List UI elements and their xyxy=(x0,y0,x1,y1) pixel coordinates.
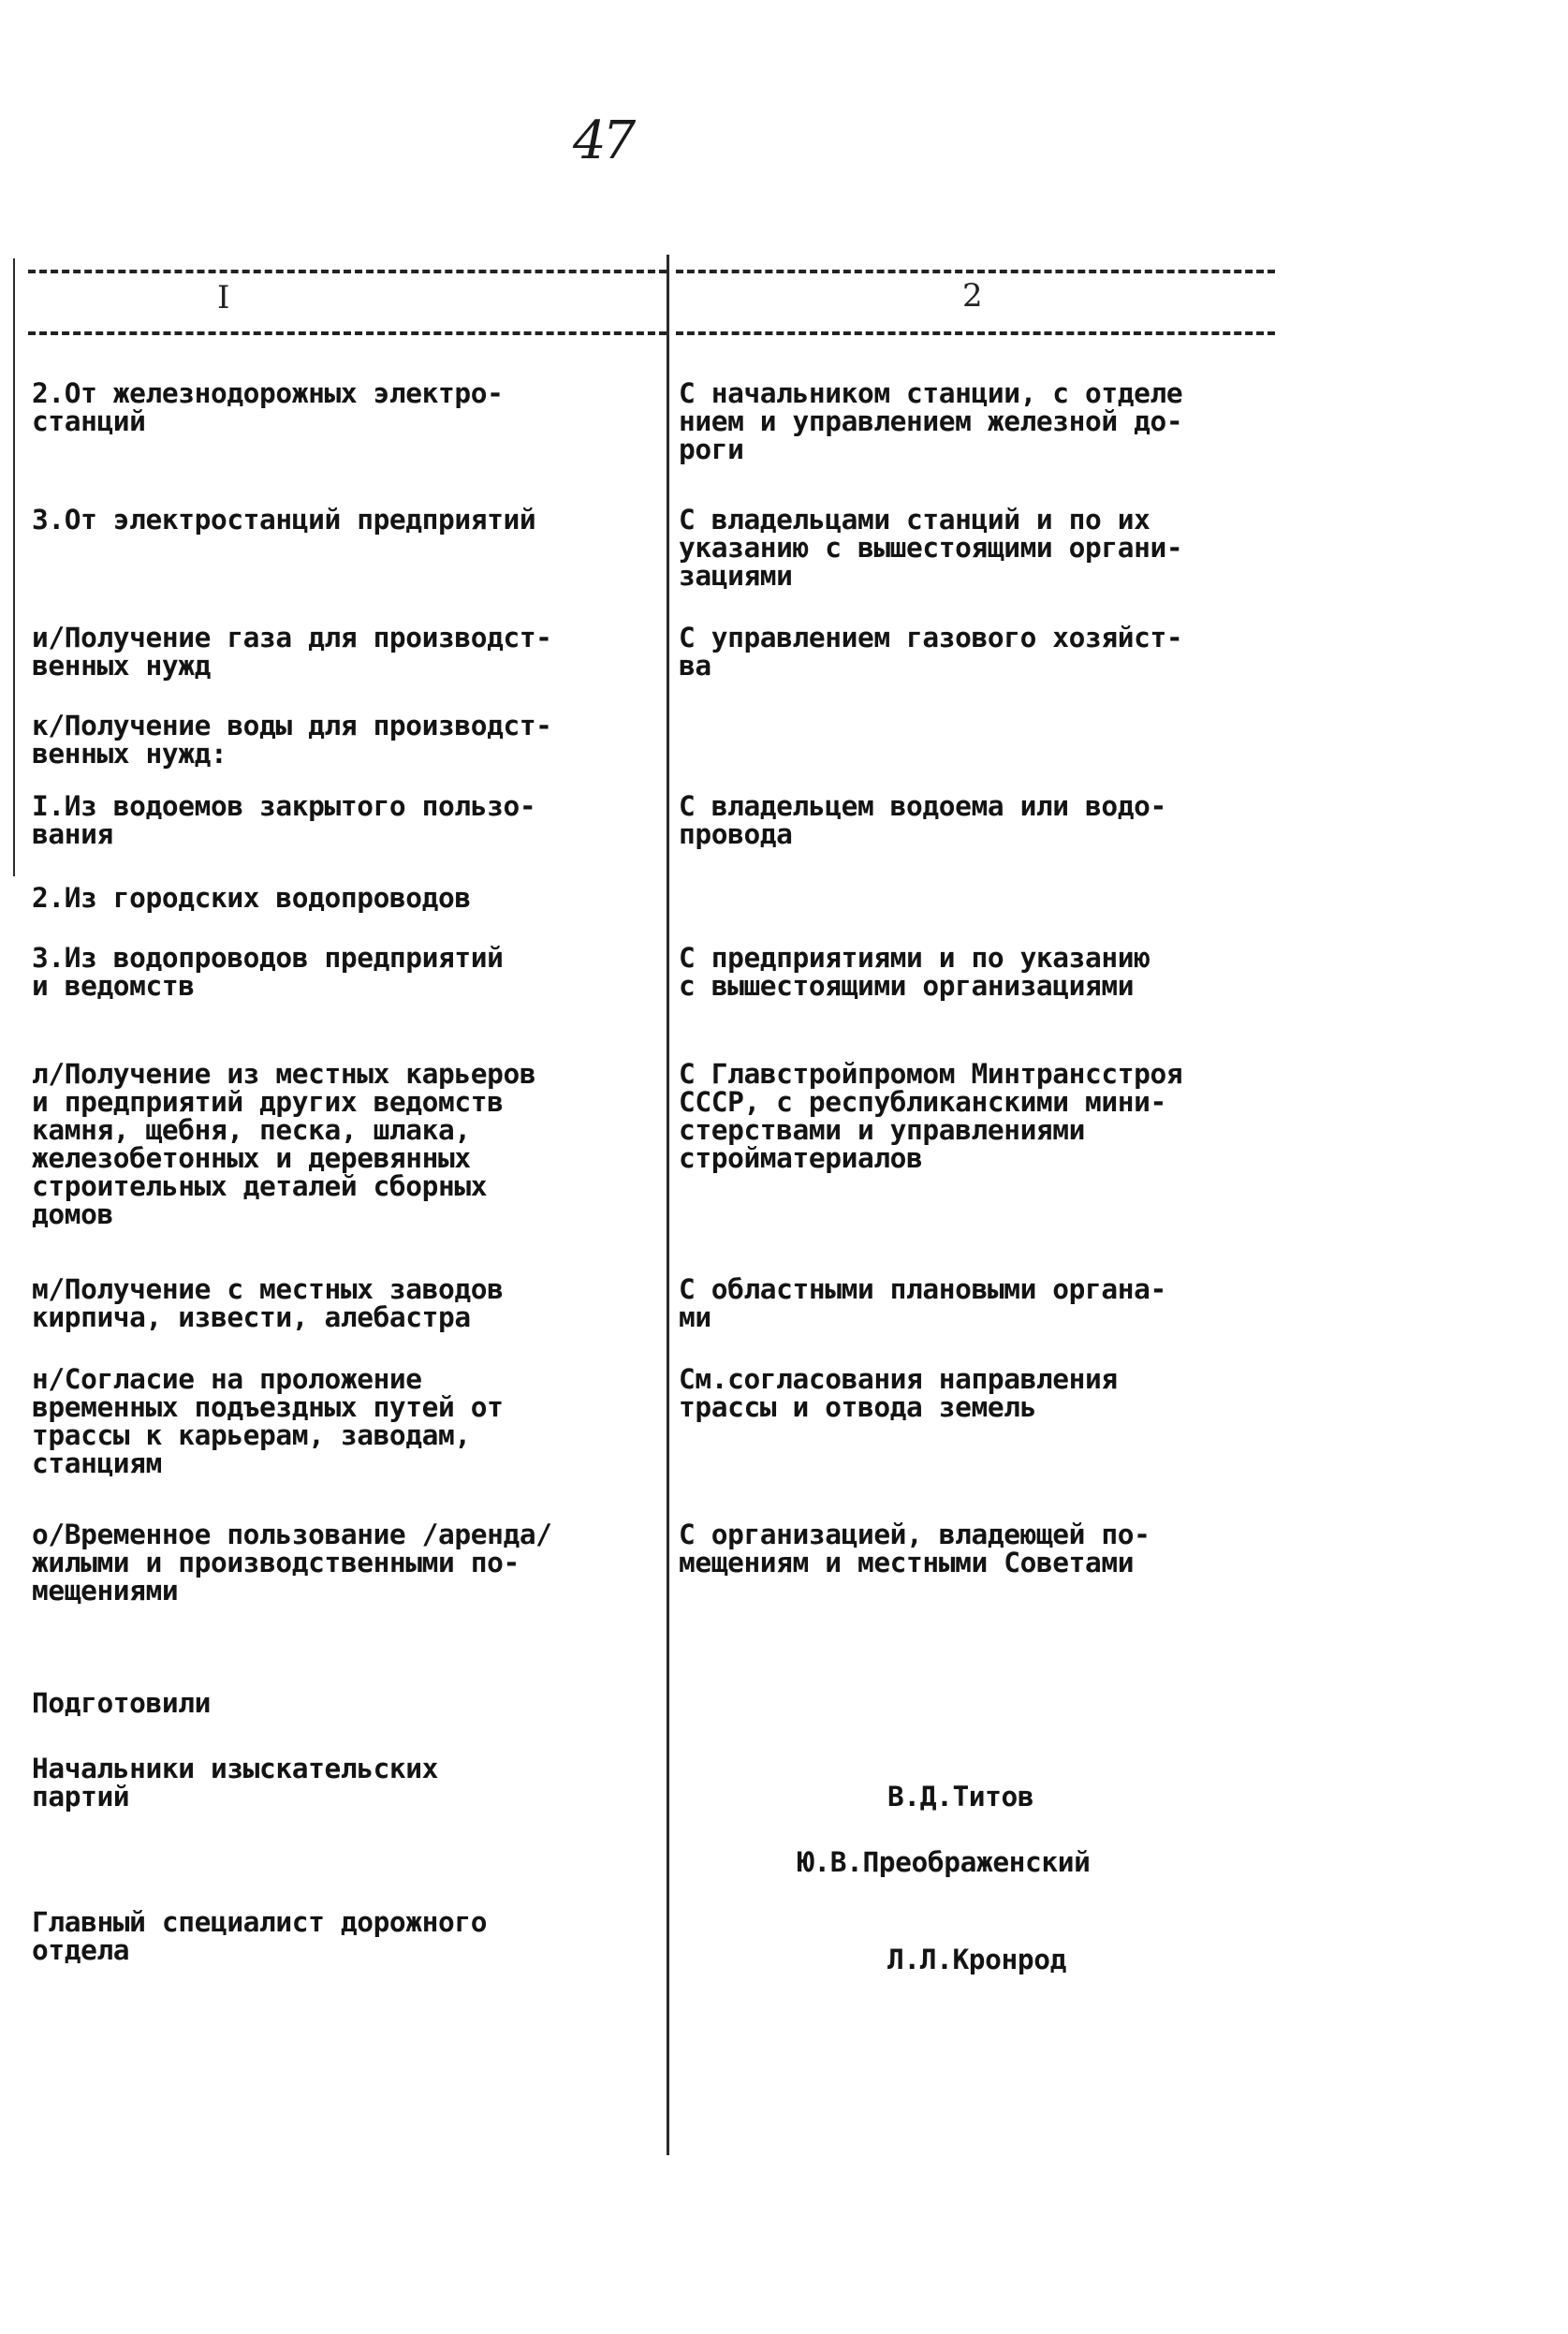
page-number: 47 xyxy=(573,110,633,171)
row-8-coordination: С Главстройпромом Минтрансстроя СССР, с республиканскими мини- стерствами и управлениями стройматериалов xyxy=(679,1058,1183,1174)
left-margin-line xyxy=(13,258,15,876)
row-5-coordination: С владельцем водоема или водо- провода xyxy=(679,790,1166,850)
table-top-rule-right xyxy=(676,270,1275,273)
row-7-coordination: С предприятиями и по указанию с вышестоящими организациями xyxy=(679,942,1150,1002)
chief-specialist-label: Главный специалист дорожного отдела xyxy=(32,1906,488,1966)
row-2-item: 3.От электростанций предприятий xyxy=(32,504,536,536)
table-top-rule xyxy=(28,270,667,273)
row-1-coordination: С начальником станции, с отделе нием и управлением железной до- роги xyxy=(679,377,1183,465)
row-10-item: н/Согласие на проложение временных подъездных путей от трассы к карьерам, заводам, станциям xyxy=(32,1363,504,1479)
column-divider xyxy=(667,255,669,2155)
column-1-number: I xyxy=(217,279,230,316)
row-4-item: к/Получение воды для производст- венных нужд: xyxy=(32,710,552,770)
table-header-rule xyxy=(28,331,667,335)
row-11-coordination: С организацией, владеющей по- мещениям и местными Советами xyxy=(679,1519,1150,1578)
row-7-item: 3.Из водопроводов предприятий и ведомств xyxy=(32,942,504,1002)
signatory-3: Л.Л.Кронрод xyxy=(887,1944,1066,1975)
table-header-rule-right xyxy=(676,331,1275,335)
row-3-item: и/Получение газа для производст- венных нужд xyxy=(32,622,552,682)
row-5-item: I.Из водоемов закрытого пользо- вания xyxy=(32,790,536,850)
row-2-coordination: С владельцами станций и по их указанию с вышестоящими органи- зациями xyxy=(679,504,1183,592)
signatory-1: В.Д.Титов xyxy=(887,1781,1034,1813)
row-8-item: л/Получение из местных карьеров и предприятий других ведомств камня, щебня, песка, шлака, железобетонных и деревянных строительных деталей сборных домов xyxy=(32,1058,536,1230)
row-10-coordination: См.согласования направления трассы и отвода земель xyxy=(679,1363,1118,1423)
row-9-coordination: С областными плановыми органа- ми xyxy=(679,1273,1166,1333)
signatory-2: Ю.В.Преображенский xyxy=(798,1846,1091,1878)
row-11-item: о/Временное пользование /аренда/ жилыми и производственными по- мещениями xyxy=(32,1519,552,1607)
prepared-by-label: Подготовили xyxy=(32,1687,211,1719)
row-3-coordination: С управлением газового хозяйст- ва xyxy=(679,622,1183,682)
row-1-item: 2.От железнодорожных электро- станций xyxy=(32,377,504,437)
row-9-item: м/Получение с местных заводов кирпича, извести, алебастра xyxy=(32,1273,504,1333)
column-2-number: 2 xyxy=(962,277,983,315)
row-6-item: 2.Из городских водопроводов xyxy=(32,882,471,914)
survey-chiefs-label: Начальники изыскательских партий xyxy=(32,1753,439,1813)
